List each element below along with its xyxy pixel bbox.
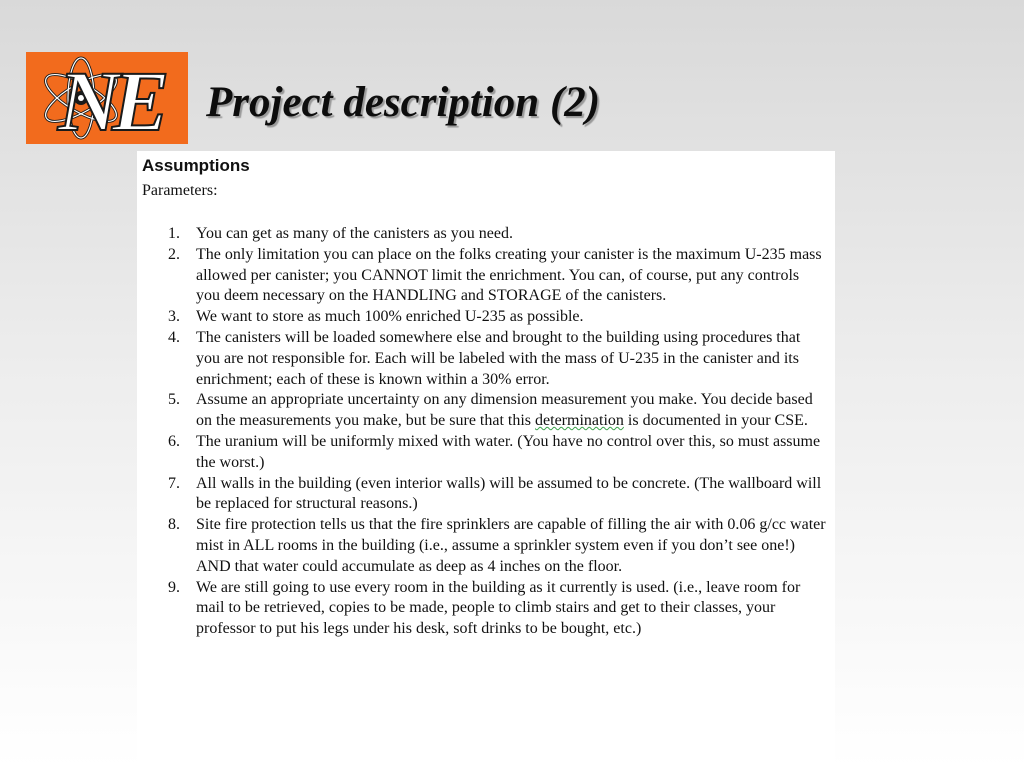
item-text: You can get as many of the canisters as you need. — [196, 225, 513, 242]
list-item — [137, 224, 827, 245]
document-subheading: Parameters: — [142, 182, 218, 199]
list-item — [137, 307, 827, 328]
list-item — [137, 390, 827, 432]
list-item — [137, 474, 827, 516]
item-text: Site fire protection tells us that the fire sprinklers are capable of filling the air with 0.06 g/cc water mist in ALL rooms in the building (i.e., assume a sprinkler system even if you don’t see one!) AND that water could accumulate as deep as 4 inches on the floor. — [196, 516, 826, 575]
ne-logo — [26, 52, 188, 144]
item-text-before: Assume an appropriate uncertainty on any dimension measurement you make. You decide based on the measurements you make, but be sure that this — [196, 391, 813, 430]
slide-title: Project description (2) — [206, 79, 601, 126]
list-item — [137, 515, 827, 577]
list-item — [137, 432, 827, 474]
item-text: The canisters will be loaded somewhere else and brought to the building using procedures that you are not responsible for. Each will be labeled with the mass of U-235 in the canister and its enrichment; each of these is known within a 30% error. — [196, 328, 801, 388]
document-heading: Assumptions — [142, 156, 250, 175]
item-number: 6. — [168, 432, 180, 450]
item-number: 3. — [168, 308, 180, 326]
atom-icon — [26, 52, 188, 144]
assumptions-list — [137, 224, 827, 640]
item-text: We want to store as much 100% enriched U-235 as possible. — [196, 308, 584, 326]
document-image — [137, 151, 835, 768]
list-item — [137, 328, 827, 390]
item-text: The uranium will be uniformly mixed with water. (You have no control over this, so must assume the worst.) — [196, 432, 821, 471]
item-number: 8. — [168, 516, 180, 534]
item-number: 5. — [168, 391, 180, 409]
item-text: The only limitation you can place on the folks creating your canister is the maximum U-235 mass allowed per canister; you CANNOT limit the enrichment. You can, of course, put any controls you deem necessary on the HANDLING and STORAGE of the canisters. — [196, 245, 822, 305]
item-number: 1. — [168, 225, 180, 242]
item-number: 2. — [168, 245, 180, 263]
list-item — [137, 245, 827, 307]
svg-text:NE: NE — [58, 53, 162, 144]
item-number: 7. — [168, 474, 180, 492]
item-text-after: is documented in your CSE. — [623, 412, 808, 430]
item-text: All walls in the building (even interior walls) will be assumed to be concrete. (The wallboard will be replaced for structural reasons.) — [196, 474, 822, 513]
list-item — [137, 578, 827, 640]
item-number: 9. — [168, 578, 180, 596]
spellcheck-flagged-word: determination — [535, 412, 624, 430]
item-text: We are still going to use every room in the building as it currently is used. (i.e., leave room for mail to be retrieved, copies to be made, people to climb stairs and get to their classes, your professor to put his legs under his desk, soft drinks to be bought, etc.) — [196, 578, 801, 638]
item-number: 4. — [168, 328, 180, 346]
